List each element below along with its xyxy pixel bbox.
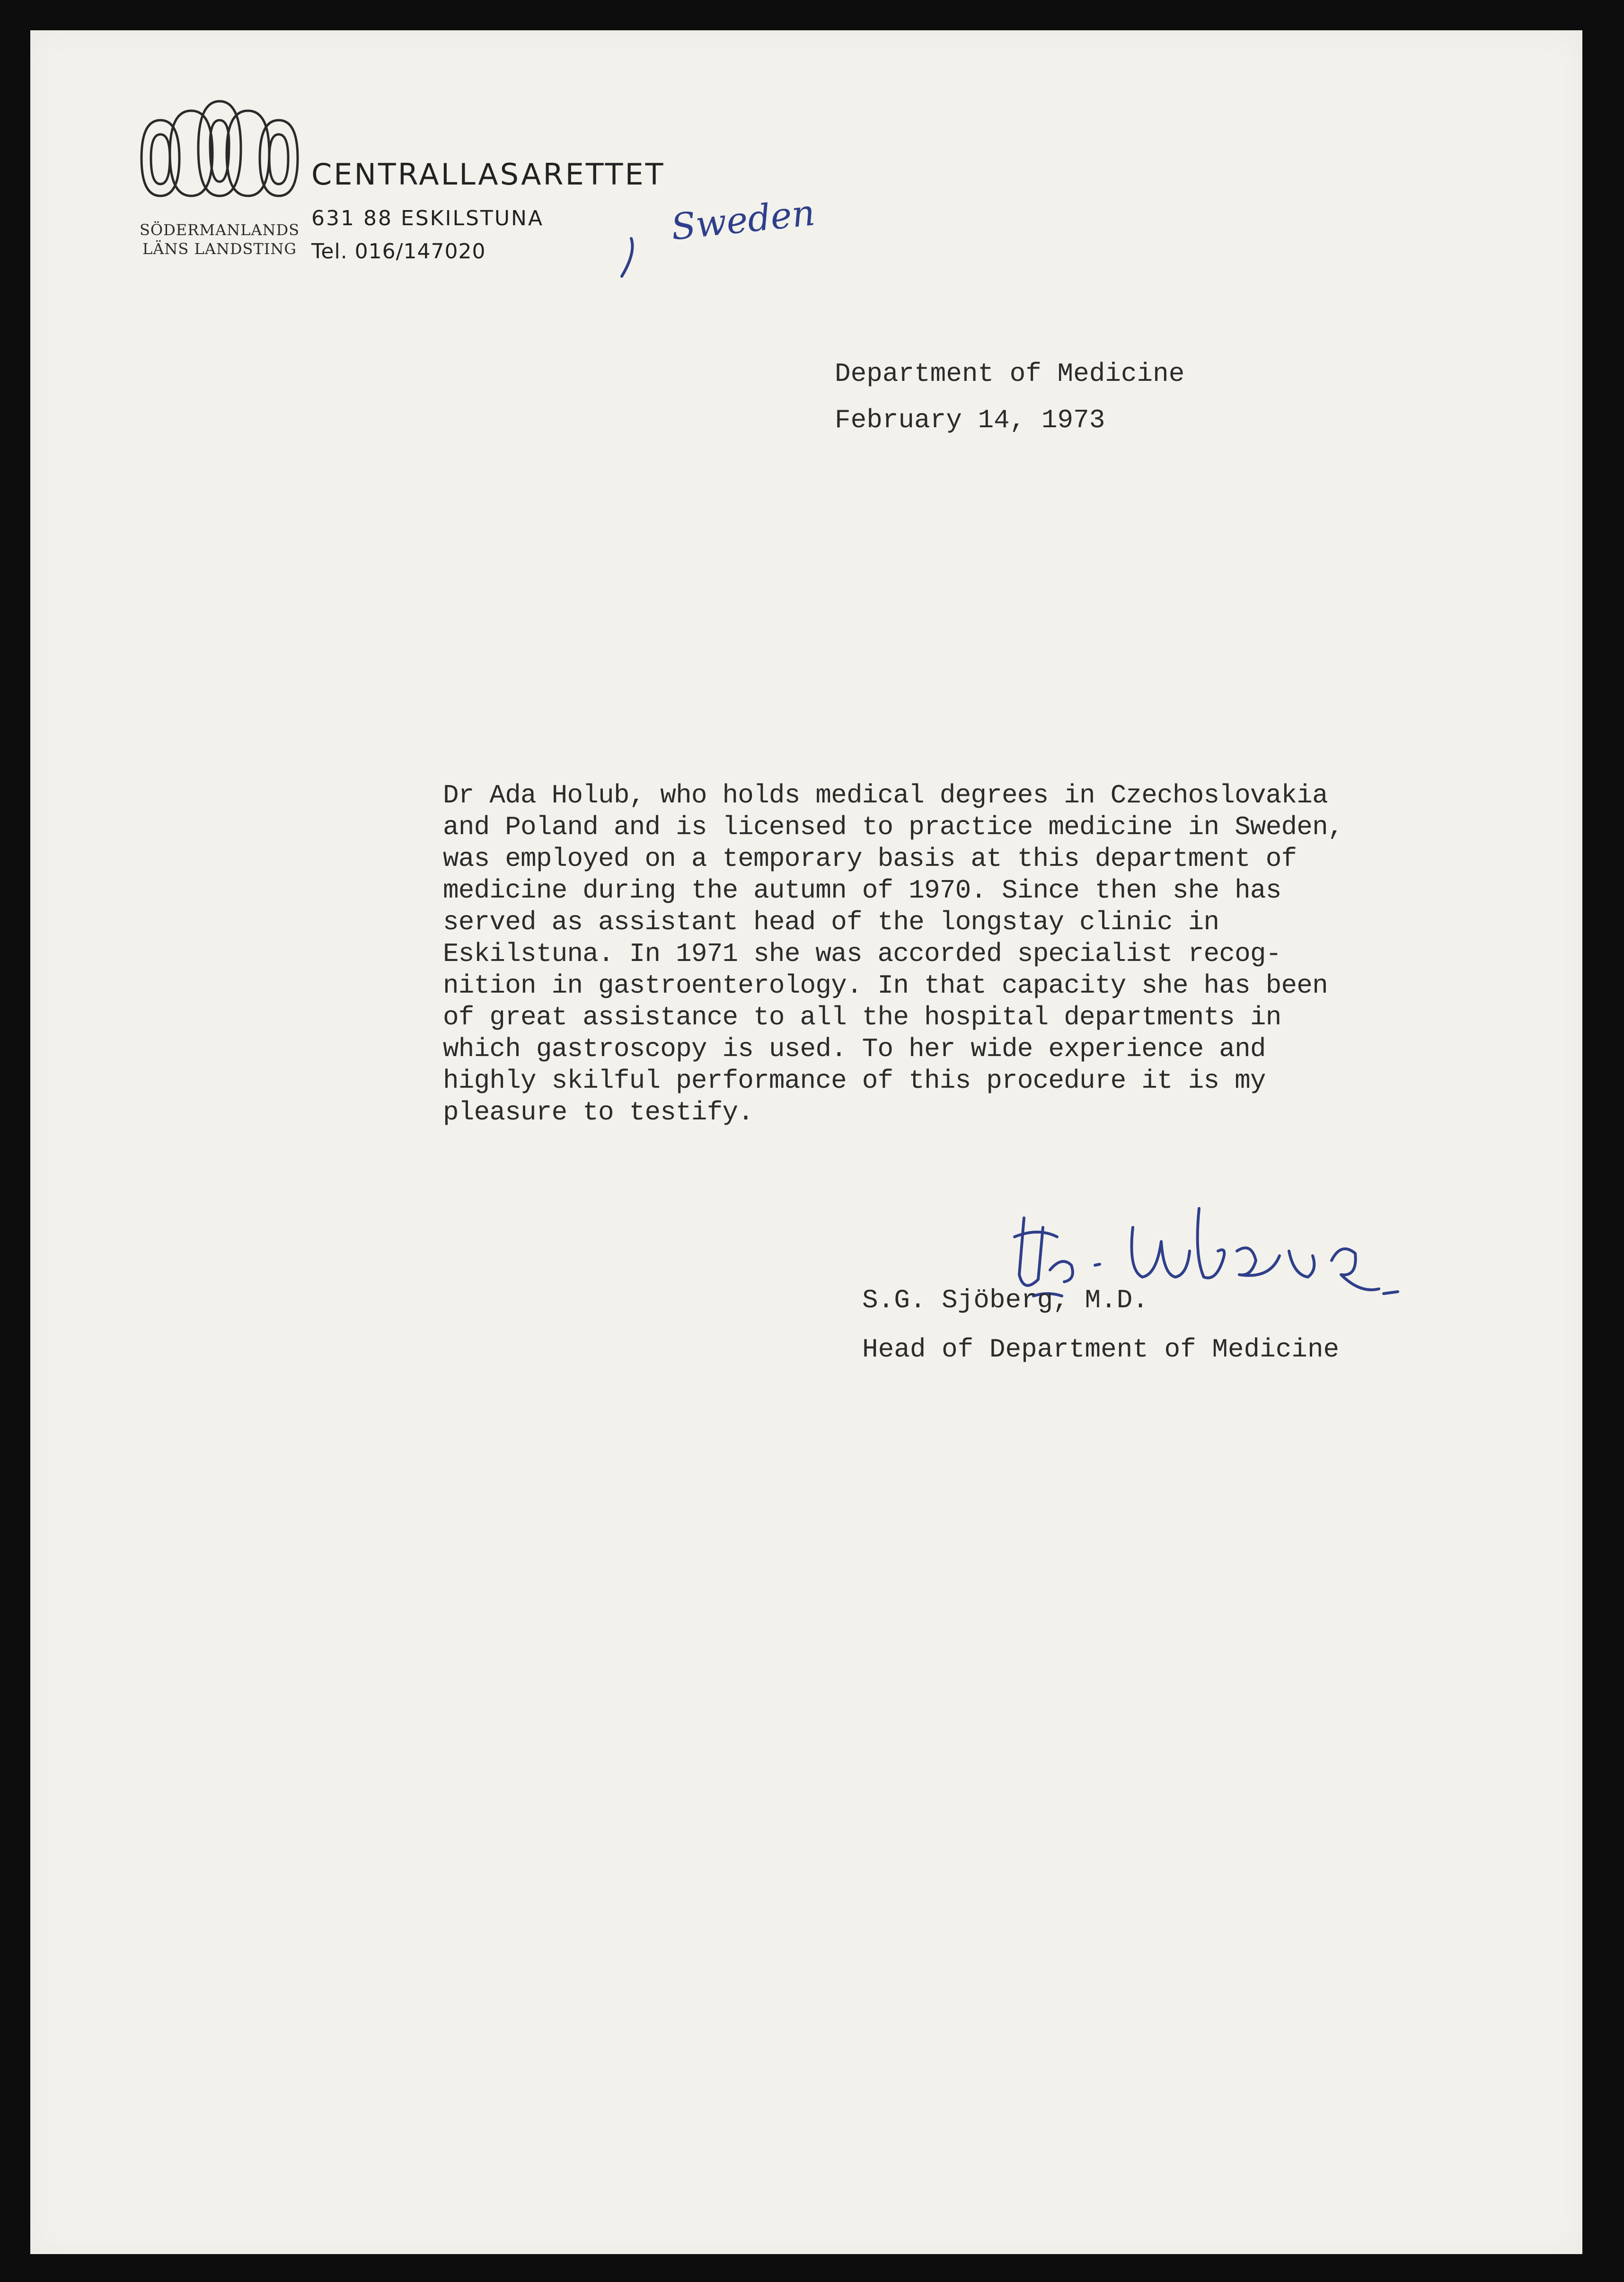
body-line: highly skilful performance of this procedure it is my: [443, 1066, 1266, 1096]
letter-page: [30, 30, 1582, 2254]
body-line: medicine during the autumn of 1970. Since then she has: [443, 875, 1281, 906]
letter-body: [443, 780, 1343, 1128]
body-line: was employed on a temporary basis at this department of: [443, 844, 1297, 874]
logo-caption-line2: LÄNS LANDSTING: [142, 240, 297, 258]
body-line: of great assistance to all the hospital departments in: [443, 1002, 1281, 1032]
hospital-name: CENTRALLASARETTET: [311, 157, 665, 192]
body-line: and Poland and is licensed to practice medicine in Sweden,: [443, 812, 1343, 842]
department-line: Department of Medicine: [835, 359, 1185, 389]
body-line: Eskilstuna. In 1971 she was accorded specialist recog-: [443, 939, 1281, 969]
body-line: nition in gastroenterology. In that capacity she has been: [443, 970, 1328, 1001]
hospital-phone: Tel. 016/147020: [311, 239, 486, 264]
body-line: which gastroscopy is used. To her wide experience and: [443, 1034, 1266, 1064]
logo-caption-line1: SÖDERMANLANDS: [139, 221, 300, 239]
body-line: served as assistant head of the longstay clinic in: [443, 907, 1219, 937]
signer-name: S.G. Sjöberg, M.D.: [862, 1285, 1148, 1315]
body-line: Dr Ada Holub, who holds medical degrees in Czechoslovakia: [443, 780, 1328, 811]
logo-caption: [115, 220, 324, 258]
crown-logo-icon: [132, 92, 307, 210]
hospital-address: 631 88 ESKILSTUNA: [311, 206, 544, 230]
handwritten-note: Sweden: [669, 191, 817, 248]
signer-title: Head of Department of Medicine: [862, 1334, 1340, 1365]
date-line: February 14, 1973: [835, 405, 1105, 435]
body-line: pleasure to testify.: [443, 1097, 754, 1128]
